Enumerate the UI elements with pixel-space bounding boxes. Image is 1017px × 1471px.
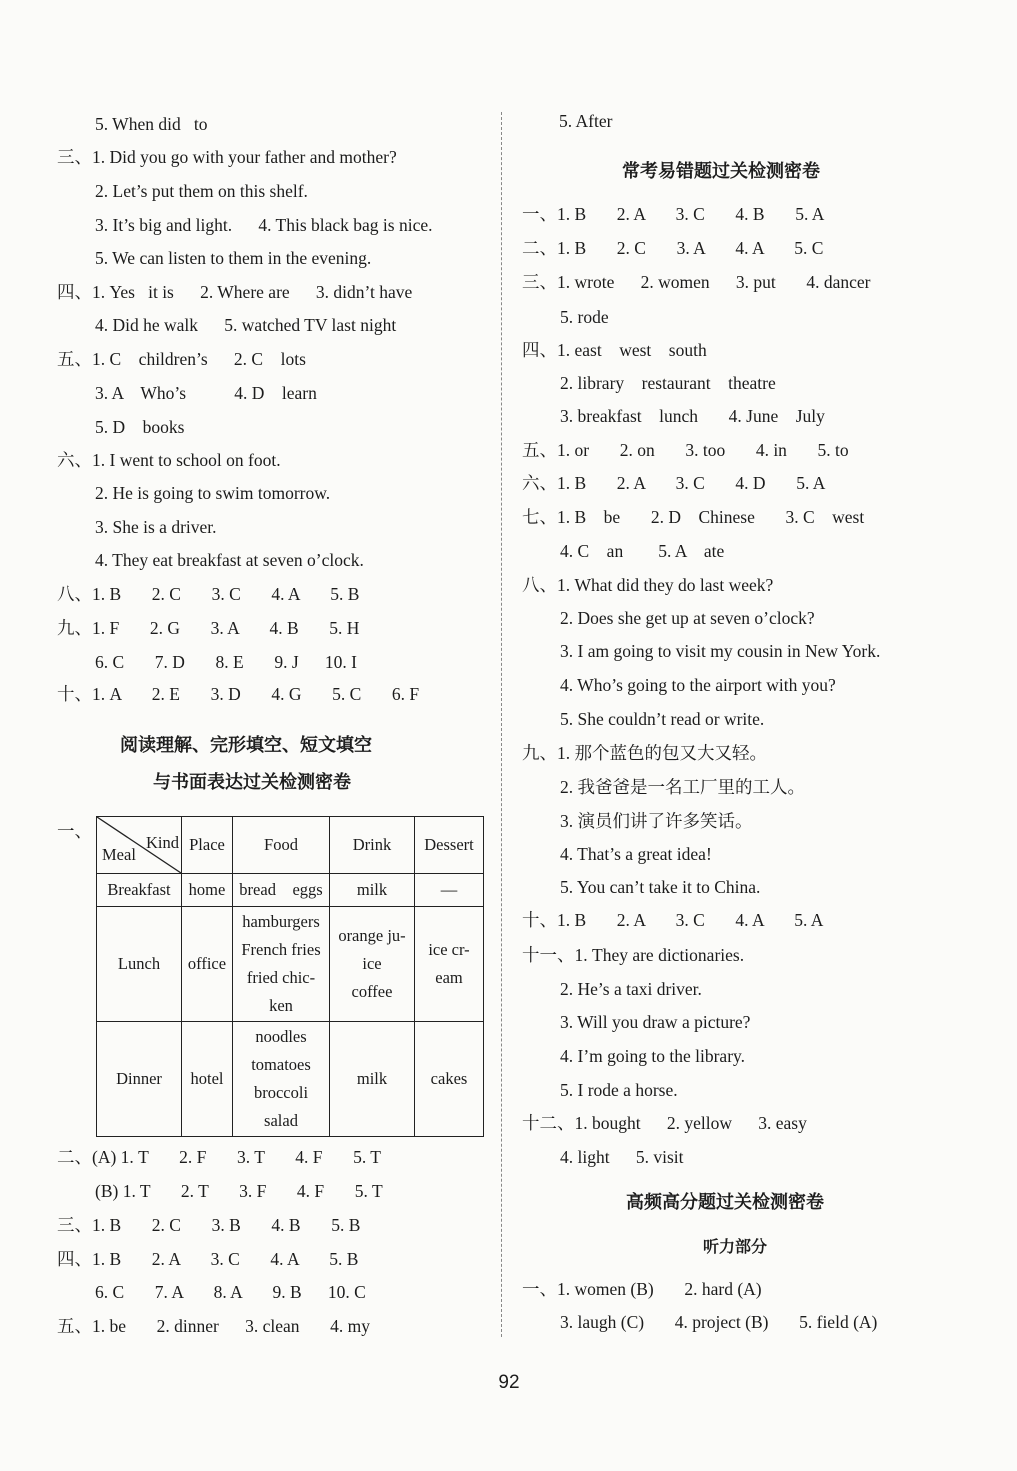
answer-line: 三、1. wrote 2. women 3. put 4. dancer [522,272,871,292]
answer-line: 3. 演员们讲了许多笑话。 [560,811,753,831]
cell-text: bread eggs [239,880,323,899]
table-header-row [97,817,484,874]
answer-line: 十一、1. They are dictionaries. [522,945,745,965]
answer-line: 5. When did to [95,114,208,134]
table-cell-meal: Lunch [97,907,182,1022]
answer-line: 5. We can listen to them in the evening. [95,248,372,268]
cell-text: milk [356,1069,388,1088]
answer-line: 2. Does she get up at seven o’clock? [560,608,815,628]
table-corner-cell [97,817,182,874]
cell-text: milk [356,880,388,899]
table-header-cell: Place [182,817,233,874]
answer-line: 六、1. B 2. A 3. C 4. D 5. A [522,473,826,493]
answer-line: 三、1. B 2. C 3. B 4. B 5. B [57,1215,361,1235]
answer-line: 十二、1. bought 2. yellow 3. easy [522,1113,807,1133]
meal-table [96,816,484,1137]
table-cell-meal: Dinner [97,1022,182,1137]
table-row [97,907,484,1022]
answer-line: 十、1. B 2. A 3. C 4. A 5. A [522,910,824,930]
answer-line: 2. He’s a taxi driver. [560,979,702,999]
table-cell-meal: Breakfast [97,874,182,907]
table-cell-food [233,907,330,1022]
answer-line: 4. They eat breakfast at seven o’clock. [95,550,364,570]
answer-line: 6. C 7. A 8. A 9. B 10. C [95,1282,366,1302]
table-row [97,1022,484,1137]
table-cell-dessert [415,874,484,907]
answer-line: 4. I’m going to the library. [560,1046,746,1066]
answer-line: 4. That’s a great idea! [560,844,712,864]
answer-line: 3. I am going to visit my cousin in New York. [560,641,881,661]
corner-meal-label: Meal [102,845,136,864]
table-cell-dessert [415,1022,484,1137]
answer-line: 5. I rode a horse. [560,1080,678,1100]
table-cell-drink [330,907,415,1022]
table-header-cell: Dessert [415,817,484,874]
cell-text: broccoli [253,1083,309,1102]
subsection-title: 听力部分 [703,1237,768,1256]
answer-line: 6. C 7. D 8. E 9. J 10. I [95,652,358,672]
answer-line: 5. You can’t take it to China. [560,877,761,897]
cell-text: hamburgers [242,912,320,931]
answer-line: 2. Let’s put them on this shelf. [95,181,308,201]
cell-text: coffee [351,982,393,1001]
answer-line: 3. Will you draw a picture? [560,1012,751,1032]
answer-line: 3. breakfast lunch 4. June July [560,406,825,426]
table-header-cell: Food [233,817,330,874]
answer-line: 5. D books [95,417,185,437]
section-title: 阅读理解、完形填空、短文填空 [120,735,372,756]
corner-kind-label: Kind [146,833,179,852]
answer-line: 3. laugh (C) 4. project (B) 5. field (A) [560,1312,878,1332]
answer-line: 2. library restaurant theatre [560,373,776,393]
answer-line: 3. A Who’s 4. D learn [95,383,317,403]
answer-line: 四、1. Yes it is 2. Where are 3. didn’t have [57,282,413,302]
answer-line: 5. After [559,111,613,131]
table-cell-place: hotel [182,1022,233,1137]
table-cell-food [233,1022,330,1137]
table-row [97,874,484,907]
answer-line: 八、1. B 2. C 3. C 4. A 5. B [57,584,360,604]
answer-line: 一、1. B 2. A 3. C 4. B 5. A [522,204,825,224]
cell-text: ice [362,954,382,973]
answer-line: 4. C an 5. A ate [560,541,725,561]
cell-text: salad [264,1111,298,1130]
answer-line: 三、1. Did you go with your father and mother? [57,147,397,167]
answer-line: 一、1. women (B) 2. hard (A) [522,1279,762,1299]
cell-text: cakes [430,1069,468,1088]
table-cell-food [233,874,330,907]
table-cell-place: home [182,874,233,907]
answer-line: 八、1. What did they do last week? [522,575,774,595]
answer-line: 4. Did he walk 5. watched TV last night [95,315,397,335]
answer-line: 5. rode [560,307,609,327]
cell-text: French fries [241,940,321,959]
section-title: 常考易错题过关检测密卷 [622,161,820,182]
answer-line: 六、1. I went to school on foot. [57,450,281,470]
answer-line: 九、1. F 2. G 3. A 4. B 5. H [57,618,360,638]
answer-line: 5. She couldn’t read or write. [560,709,765,729]
answer-line: 二、(A) 1. T 2. F 3. T 4. F 5. T [57,1147,381,1167]
answer-line: 3. She is a driver. [95,517,217,537]
table-cell-dessert [415,907,484,1022]
answer-line: (B) 1. T 2. T 3. F 4. F 5. T [95,1181,383,1201]
cell-text: — [440,880,458,899]
answer-line: 九、1. 那个蓝色的包又大又轻。 [522,743,767,763]
answer-line: 3. It’s big and light. 4. This black bag is nice. [95,215,433,235]
table-cell-drink [330,1022,415,1137]
answer-line: 4. Who’s going to the airport with you? [560,675,836,695]
section-title: 高频高分题过关检测密卷 [626,1192,824,1213]
table-header-cell: Drink [330,817,415,874]
answer-line: 四、1. east west south [522,340,707,360]
table-question-number: 一、 [57,821,92,841]
answer-line: 十、1. A 2. E 3. D 4. G 5. C 6. F [57,684,420,704]
answer-line: 四、1. B 2. A 3. C 4. A 5. B [57,1249,359,1269]
answer-line: 2. 我爸爸是一名工厂里的工人。 [560,777,805,797]
column-divider [501,112,502,1337]
section-title: 与书面表达过关检测密卷 [153,772,351,793]
page-number: 92 [498,1372,520,1393]
answer-line: 七、1. B be 2. D Chinese 3. C west [522,507,865,527]
answer-line: 五、1. be 2. dinner 3. clean 4. my [57,1316,371,1336]
answer-line: 五、1. or 2. on 3. too 4. in 5. to [522,440,849,460]
table-cell-place: office [182,907,233,1022]
answer-line: 2. He is going to swim tomorrow. [95,483,331,503]
answer-line: 二、1. B 2. C 3. A 4. A 5. C [522,238,824,258]
table-cell-drink [330,874,415,907]
cell-text: orange ju- [338,926,406,945]
answer-line: 五、1. C children’s 2. C lots [57,349,306,369]
cell-text: noodles [255,1027,307,1046]
cell-text: eam [435,968,463,987]
cell-text: ken [269,996,293,1015]
cell-text: ice cr- [428,940,470,959]
cell-text: tomatoes [251,1055,311,1074]
cell-text: fried chic- [246,968,316,987]
answer-line: 4. light 5. visit [560,1147,684,1167]
